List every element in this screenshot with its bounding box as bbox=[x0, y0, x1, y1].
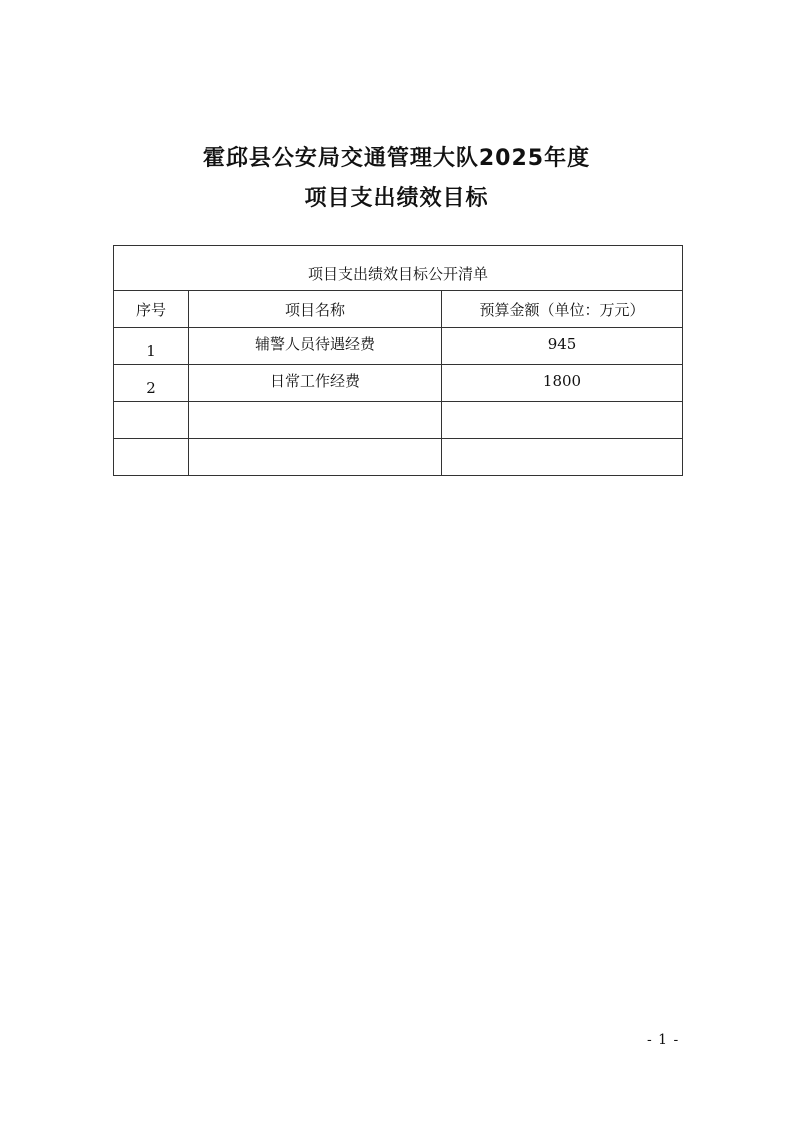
cell-seq bbox=[114, 439, 189, 476]
cell-name: 辅警人员待遇经费 bbox=[189, 328, 442, 365]
page-number: - 1 - bbox=[647, 1032, 680, 1048]
header-amount: 预算金额（单位：万元） bbox=[442, 291, 683, 328]
cell-amount: 945 bbox=[442, 328, 683, 365]
table-row bbox=[114, 439, 683, 476]
document-title-line-2: 项目支出绩效目标 bbox=[304, 186, 489, 211]
table-row bbox=[114, 328, 683, 365]
table-row bbox=[114, 365, 683, 402]
cell-seq: 2 bbox=[114, 365, 189, 402]
cell-seq: 1 bbox=[114, 328, 189, 365]
table-caption: 项目支出绩效目标公开清单 bbox=[114, 246, 683, 291]
cell-name bbox=[189, 439, 442, 476]
table-caption-row bbox=[114, 246, 683, 291]
performance-target-table bbox=[113, 245, 683, 476]
header-seq: 序号 bbox=[114, 291, 189, 328]
cell-name: 日常工作经费 bbox=[189, 365, 442, 402]
header-name: 项目名称 bbox=[189, 291, 442, 328]
cell-seq bbox=[114, 402, 189, 439]
cell-amount: 1800 bbox=[442, 365, 683, 402]
cell-amount bbox=[442, 439, 683, 476]
table-row bbox=[114, 402, 683, 439]
document-title-line-1: 霍邱县公安局交通管理大队2025年度 bbox=[202, 146, 591, 171]
cell-amount bbox=[442, 402, 683, 439]
table-header-row bbox=[114, 291, 683, 328]
cell-name bbox=[189, 402, 442, 439]
